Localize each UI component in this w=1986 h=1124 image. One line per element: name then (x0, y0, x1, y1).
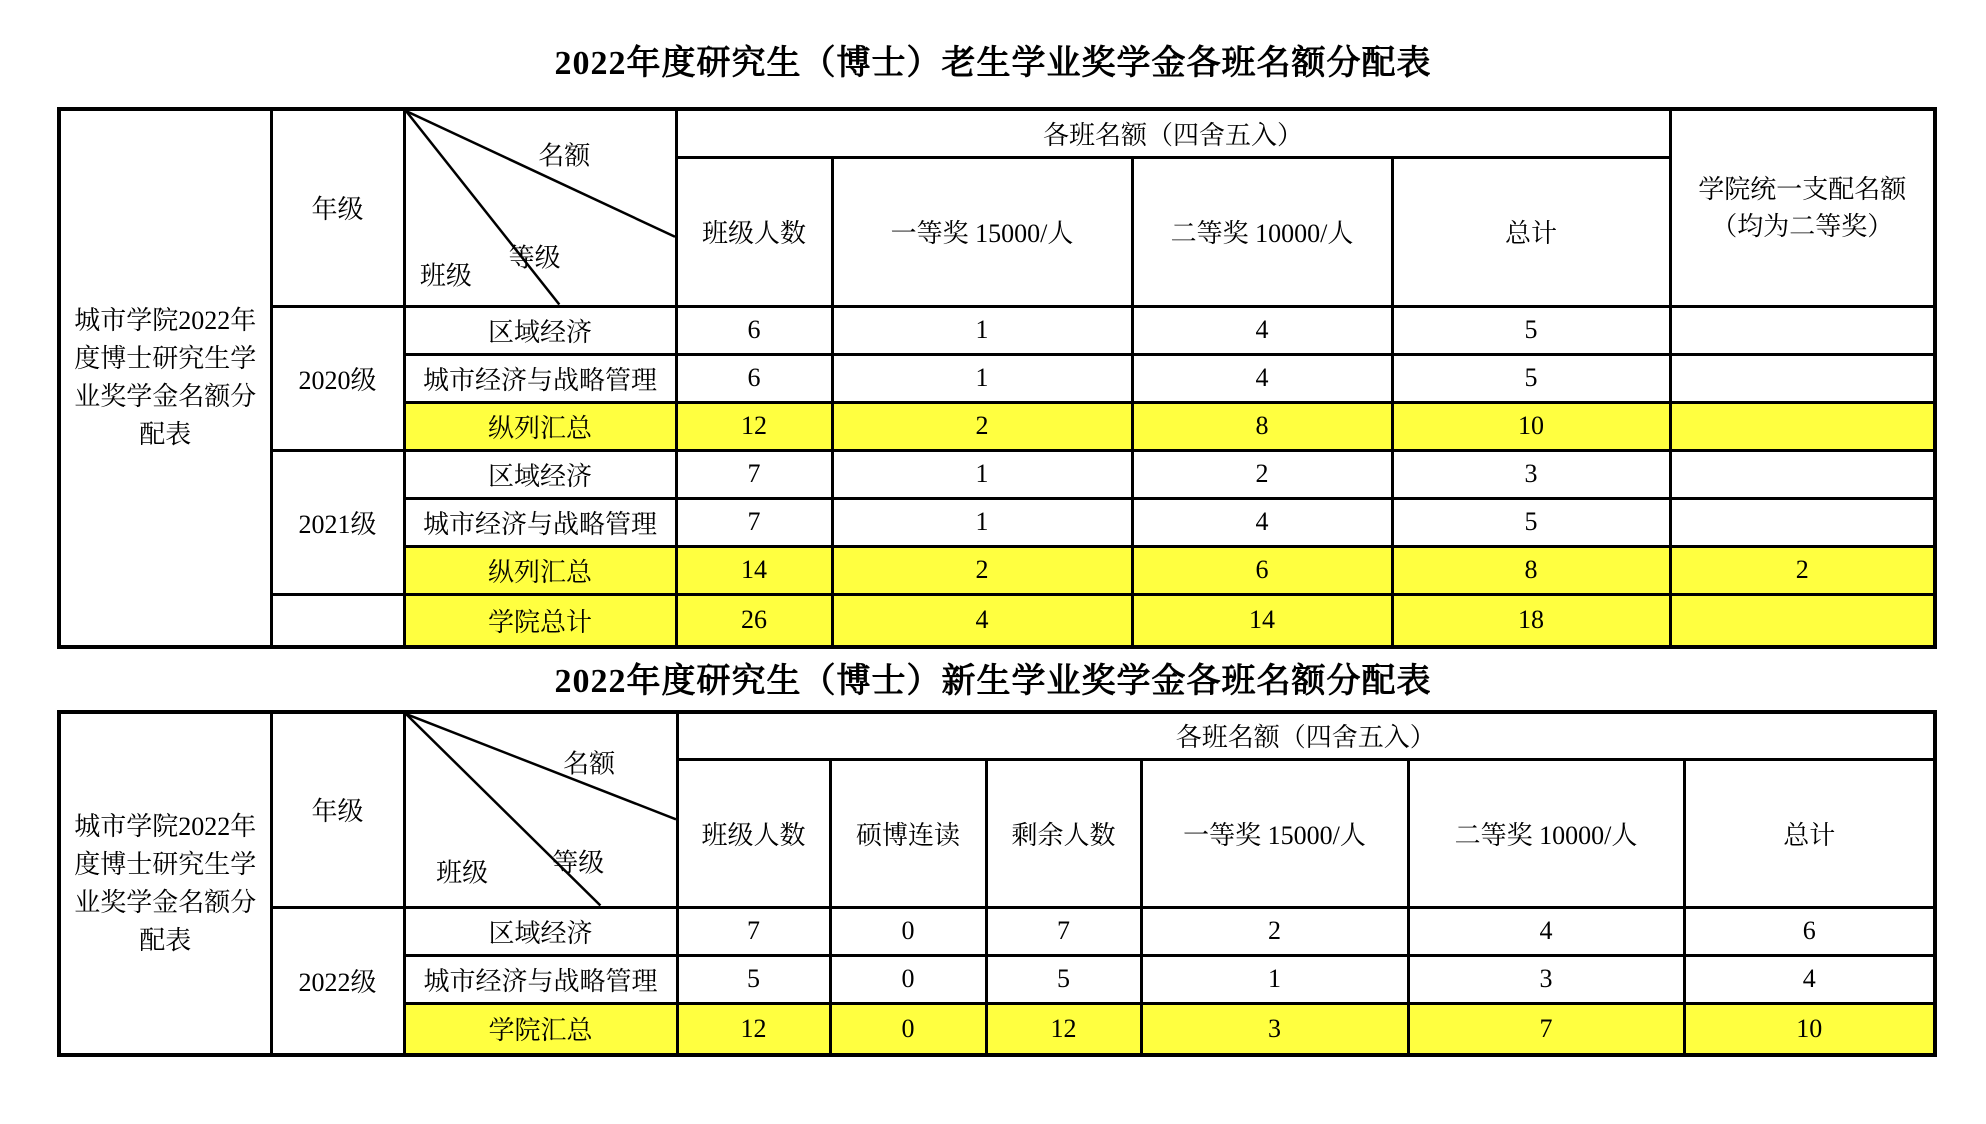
t1-r1-first-cell: 1 (832, 354, 1132, 402)
t2-r0-class-cell: 区域经济 (404, 907, 677, 955)
t1-r2-reserved-cell (1670, 402, 1935, 450)
t1-col-total: 总计 (1392, 157, 1670, 306)
t1-r6-total-cell: 18 (1392, 594, 1670, 647)
t2-r0-total-cell: 6 (1684, 907, 1935, 955)
t1-r0-second-cell: 4 (1132, 306, 1392, 354)
t2-col-joint-program: 硕博连读 (830, 759, 986, 907)
t1-r0-first-cell: 1 (832, 306, 1132, 354)
t2-r2-size-cell: 12 (677, 1003, 830, 1055)
t1-r0-size-cell: 6 (676, 306, 832, 354)
t1-r0-reserved-cell (1670, 306, 1935, 354)
t2-r2-remaining-cell: 12 (986, 1003, 1141, 1055)
t2-r0-size-cell: 7 (677, 907, 830, 955)
t1-r6-size-cell: 26 (676, 594, 832, 647)
t2-col-total: 总计 (1684, 759, 1935, 907)
t2-r2-first-cell: 3 (1141, 1003, 1408, 1055)
table-row (59, 306, 1935, 354)
t1-r4-size-cell: 7 (676, 498, 832, 546)
t1-r5-class-cell: 纵列汇总 (404, 546, 676, 594)
t1-r4-class-cell: 城市经济与战略管理 (404, 498, 676, 546)
t1-r1-total-cell: 5 (1392, 354, 1670, 402)
t1-grade-header-cell: 年级 (271, 109, 404, 306)
t1-r3-size-cell: 7 (676, 450, 832, 498)
t2-r0-second-cell: 4 (1408, 907, 1684, 955)
t2-diag-level-label: 等级 (552, 848, 605, 878)
t1-group-header-cell: 各班名额（四舍五入） (676, 109, 1670, 157)
t1-r6-class-cell: 学院总计 (404, 594, 676, 647)
t2-diag-class-label: 班级 (436, 858, 489, 888)
t1-diag-level-label: 等级 (508, 243, 561, 273)
table-row-grand-total-highlighted (59, 594, 1935, 647)
t1-diag-class-label: 班级 (419, 261, 472, 291)
t2-col-second-prize: 二等奖 10000/人 (1408, 759, 1684, 907)
t2-r2-joint-cell: 0 (830, 1003, 986, 1055)
t1-r4-first-cell: 1 (832, 498, 1132, 546)
t1-col-first-prize: 一等奖 15000/人 (832, 157, 1132, 306)
t2-r0-first-cell: 2 (1141, 907, 1408, 955)
t2-r1-second-cell: 3 (1408, 955, 1684, 1003)
table1-title: 2022年度研究生（博士）老生学业奖学金各班名额分配表 (554, 45, 1432, 82)
t1-r6-first-cell: 4 (832, 594, 1132, 647)
t2-diagonal-header-cell (404, 712, 677, 907)
t2-group-header-cell: 各班名额（四舍五入） (677, 712, 1935, 759)
t1-r2-total-cell: 10 (1392, 402, 1670, 450)
t2-r1-size-cell: 5 (677, 955, 830, 1003)
t2-r1-joint-cell: 0 (830, 955, 986, 1003)
t1-r5-first-cell: 2 (832, 546, 1132, 594)
t1-grade-2021-cell: 2021级 (271, 450, 404, 594)
t1-grade-empty-cell (271, 594, 404, 647)
t1-r5-total-cell: 8 (1392, 546, 1670, 594)
t2-col-class-size: 班级人数 (677, 759, 830, 907)
t1-r3-total-cell: 3 (1392, 450, 1670, 498)
t2-r2-total-cell: 10 (1684, 1003, 1935, 1055)
t1-r3-second-cell: 2 (1132, 450, 1392, 498)
t1-r3-reserved-cell (1670, 450, 1935, 498)
t2-r1-first-cell: 1 (1141, 955, 1408, 1003)
t1-grade-2020-cell: 2020级 (271, 306, 404, 450)
table-row (59, 907, 1935, 955)
t1-r6-second-cell: 14 (1132, 594, 1392, 647)
t2-r2-class-cell: 学院汇总 (404, 1003, 677, 1055)
t1-r3-first-cell: 1 (832, 450, 1132, 498)
t1-diagonal-header-cell (404, 109, 676, 306)
senior-students-allocation-table (57, 107, 1937, 649)
t1-r4-total-cell: 5 (1392, 498, 1670, 546)
t1-college-reserved-header-cell (1670, 109, 1935, 306)
t1-r2-first-cell: 2 (832, 402, 1132, 450)
t1-college-reserved-header-text: 学院统一支配名额（均为二等奖） (1698, 174, 1907, 241)
t1-r4-second-cell: 4 (1132, 498, 1392, 546)
t2-grade-2022-cell: 2022级 (271, 907, 404, 1055)
t2-diag-quota-label: 名额 (563, 749, 616, 779)
t1-r5-size-cell: 14 (676, 546, 832, 594)
t1-r1-size-cell: 6 (676, 354, 832, 402)
t1-col-class-size: 班级人数 (676, 157, 832, 306)
t1-r6-reserved-cell (1670, 594, 1935, 647)
t2-side-header-text: 城市学院2022年度博士研究生学业奖学金名额分配表 (74, 811, 257, 955)
t2-col-first-prize: 一等奖 15000/人 (1141, 759, 1408, 907)
t1-r2-size-cell: 12 (676, 402, 832, 450)
t2-r1-remaining-cell: 5 (986, 955, 1141, 1003)
t1-r2-second-cell: 8 (1132, 402, 1392, 450)
t1-r5-second-cell: 6 (1132, 546, 1392, 594)
t1-r0-class-cell: 区域经济 (404, 306, 676, 354)
t2-col-remaining: 剩余人数 (986, 759, 1141, 907)
t1-side-header-cell (59, 109, 271, 647)
table2-title: 2022年度研究生（博士）新生学业奖学金各班名额分配表 (554, 663, 1432, 700)
t1-side-header-text: 城市学院2022年度博士研究生学业奖学金名额分配表 (74, 306, 257, 449)
t1-diag-quota-label: 名额 (538, 141, 591, 171)
t2-r1-class-cell: 城市经济与战略管理 (404, 955, 677, 1003)
t1-col-second-prize: 二等奖 10000/人 (1132, 157, 1392, 306)
t2-r0-remaining-cell: 7 (986, 907, 1141, 955)
t1-r1-second-cell: 4 (1132, 354, 1392, 402)
new-students-allocation-table (57, 710, 1937, 1057)
t1-r1-reserved-cell (1670, 354, 1935, 402)
t1-r1-class-cell: 城市经济与战略管理 (404, 354, 676, 402)
t2-side-header-cell (59, 712, 271, 1055)
t2-r2-second-cell: 7 (1408, 1003, 1684, 1055)
t2-grade-header-cell: 年级 (271, 712, 404, 907)
t2-r1-total-cell: 4 (1684, 955, 1935, 1003)
t1-r5-reserved-cell: 2 (1670, 546, 1935, 594)
t2-r0-joint-cell: 0 (830, 907, 986, 955)
t1-r4-reserved-cell (1670, 498, 1935, 546)
table-row (59, 450, 1935, 498)
t1-r2-class-cell: 纵列汇总 (404, 402, 676, 450)
t1-r0-total-cell: 5 (1392, 306, 1670, 354)
t1-r3-class-cell: 区域经济 (404, 450, 676, 498)
